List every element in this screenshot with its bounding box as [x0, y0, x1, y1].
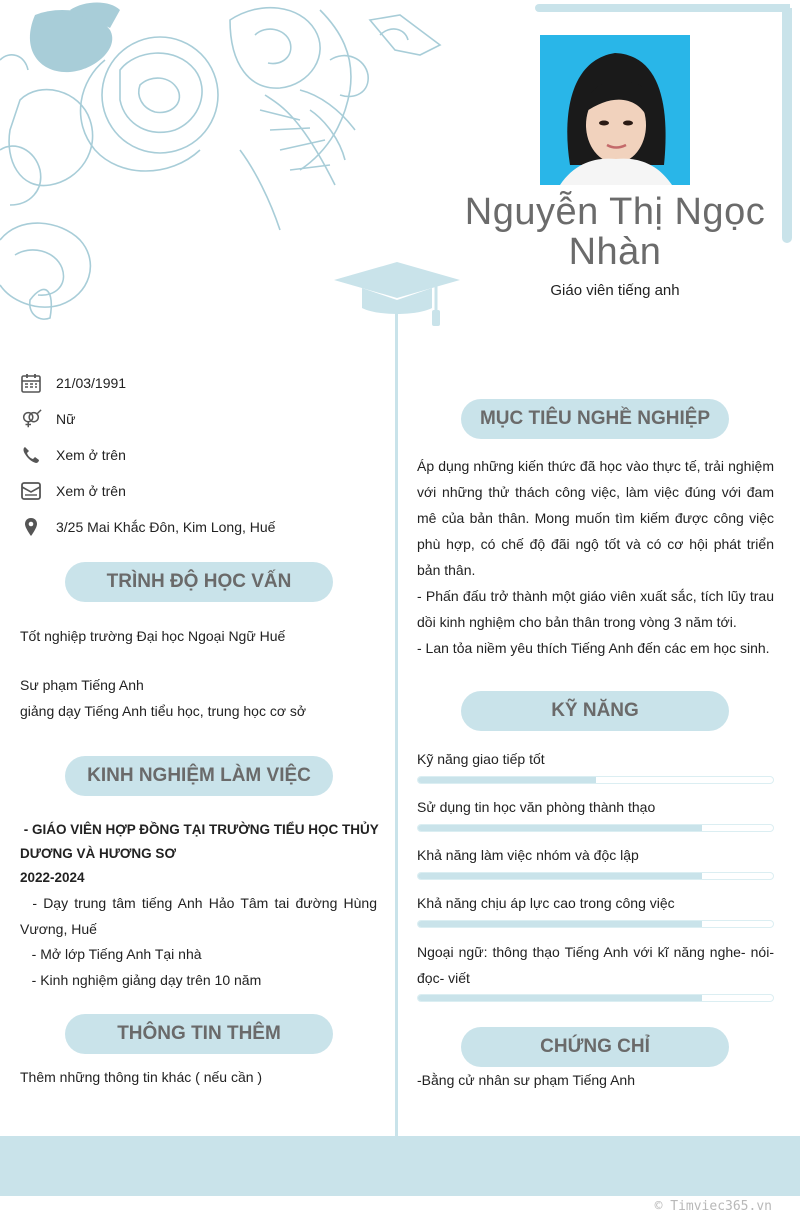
- section-heading-education: TRÌNH ĐỘ HỌC VẤN: [65, 562, 333, 602]
- experience-item: - Kinh nghiệm giảng dạy trên 10 năm: [20, 972, 262, 988]
- skill-bar-fill: [418, 921, 702, 927]
- skill-bar-fill: [418, 873, 702, 879]
- experience-role-line2: DƯƠNG VÀ HƯƠNG SƠ: [20, 846, 176, 861]
- footer-band: [0, 1136, 800, 1196]
- candidate-name: Nguyễn Thị Ngọc Nhàn: [464, 191, 766, 273]
- certificate-text: -Bằng cử nhân sư phạm Tiếng Anh: [417, 1072, 635, 1088]
- contact-text: Xem ở trên: [56, 483, 126, 499]
- contact-email: [20, 479, 126, 503]
- education-major: Sư phạm Tiếng Anh: [20, 677, 144, 693]
- education-school: Tốt nghiệp trường Đại học Ngoại Ngữ Huế: [20, 628, 286, 644]
- contact-text: Nữ: [56, 411, 76, 427]
- education-detail: giảng dạy Tiếng Anh tiểu học, trung học cơ sở: [20, 703, 307, 719]
- section-heading-experience: KINH NGHIỆM LÀM VIỆC: [65, 756, 333, 796]
- skill-bar: [417, 920, 774, 928]
- objective-text: [417, 453, 774, 661]
- objective-paragraph: Áp dụng những kiến thức đã học vào thực tế, trải nghiệm với những thử thách công việc, làm việc đúng với đam mê của bản thân. Mong muốn tìm kiếm được công việc phù hợp, có chế độ đãi ngộ tốt và có cơ hội phát triển bản thân.: [417, 458, 774, 578]
- column-divider: [395, 312, 398, 1138]
- phone-icon: [20, 444, 42, 466]
- skill-label: Kỹ năng giao tiếp tốt: [417, 751, 545, 767]
- extra-info-text: Thêm những thông tin khác ( nếu cần ): [20, 1069, 263, 1085]
- skill-label: Khả năng làm việc nhóm và độc lập: [417, 847, 639, 863]
- skill-bar: [417, 824, 774, 832]
- objective-paragraph: - Lan tỏa niềm yêu thích Tiếng Anh đến các em học sinh.: [417, 640, 770, 656]
- skill-bar: [417, 994, 774, 1002]
- objective-paragraph: - Phấn đấu trở thành một giáo viên xuất sắc, tích lũy trau dồi kinh nghiệm cho bản thân trong vòng 3 năm tới.: [417, 588, 774, 630]
- skill-label: Khả năng chịu áp lực cao trong công việc: [417, 895, 675, 911]
- section-heading-objective: MỤC TIÊU NGHỀ NGHIỆP: [461, 399, 729, 439]
- skill-bar: [417, 872, 774, 880]
- section-heading-extra-info: THÔNG TIN THÊM: [65, 1014, 333, 1054]
- skill-bar: [417, 776, 774, 784]
- contact-text: 3/25 Mai Khắc Đôn, Kim Long, Huế: [56, 519, 276, 535]
- skill-bar-fill: [418, 825, 702, 831]
- skill-label: Ngoại ngữ: thông thạo Tiếng Anh với kĩ năng nghe- nói- đọc- viết: [417, 944, 774, 986]
- mail-icon: [20, 480, 42, 502]
- experience-item: - Mở lớp Tiếng Anh Tại nhà: [20, 946, 202, 962]
- experience-role-line1: - GIÁO VIÊN HỢP ĐỒNG TẠI TRƯỜNG TIỂU HỌC THỦY: [20, 822, 379, 837]
- experience-item: - Dạy trung tâm tiếng Anh Hảo Tâm tai đường Hùng Vương, Huế: [20, 895, 381, 937]
- experience-period: 2022-2024: [20, 870, 85, 885]
- frame-border-top: [535, 4, 790, 12]
- contact-phone: [20, 443, 126, 467]
- skill-bar-fill: [418, 995, 702, 1001]
- skill-bar-fill: [418, 777, 596, 783]
- contact-birthdate: [20, 371, 127, 395]
- section-heading-skills: KỸ NĂNG: [461, 691, 729, 731]
- contact-text: 21/03/1991: [56, 375, 127, 391]
- gender-icon: [20, 408, 42, 430]
- contact-address: [20, 515, 276, 539]
- watermark: © Timviec365.vn: [654, 1199, 772, 1214]
- section-heading-certificates: CHỨNG CHỈ: [461, 1027, 729, 1067]
- calendar-icon: [20, 372, 42, 394]
- contact-text: Xem ở trên: [56, 447, 126, 463]
- job-title: Giáo viên tiếng anh: [550, 282, 680, 299]
- contact-gender: [20, 407, 76, 431]
- skill-label: Sử dụng tin học văn phòng thành thạo: [417, 799, 656, 815]
- location-pin-icon: [20, 516, 42, 538]
- profile-photo: [540, 35, 690, 185]
